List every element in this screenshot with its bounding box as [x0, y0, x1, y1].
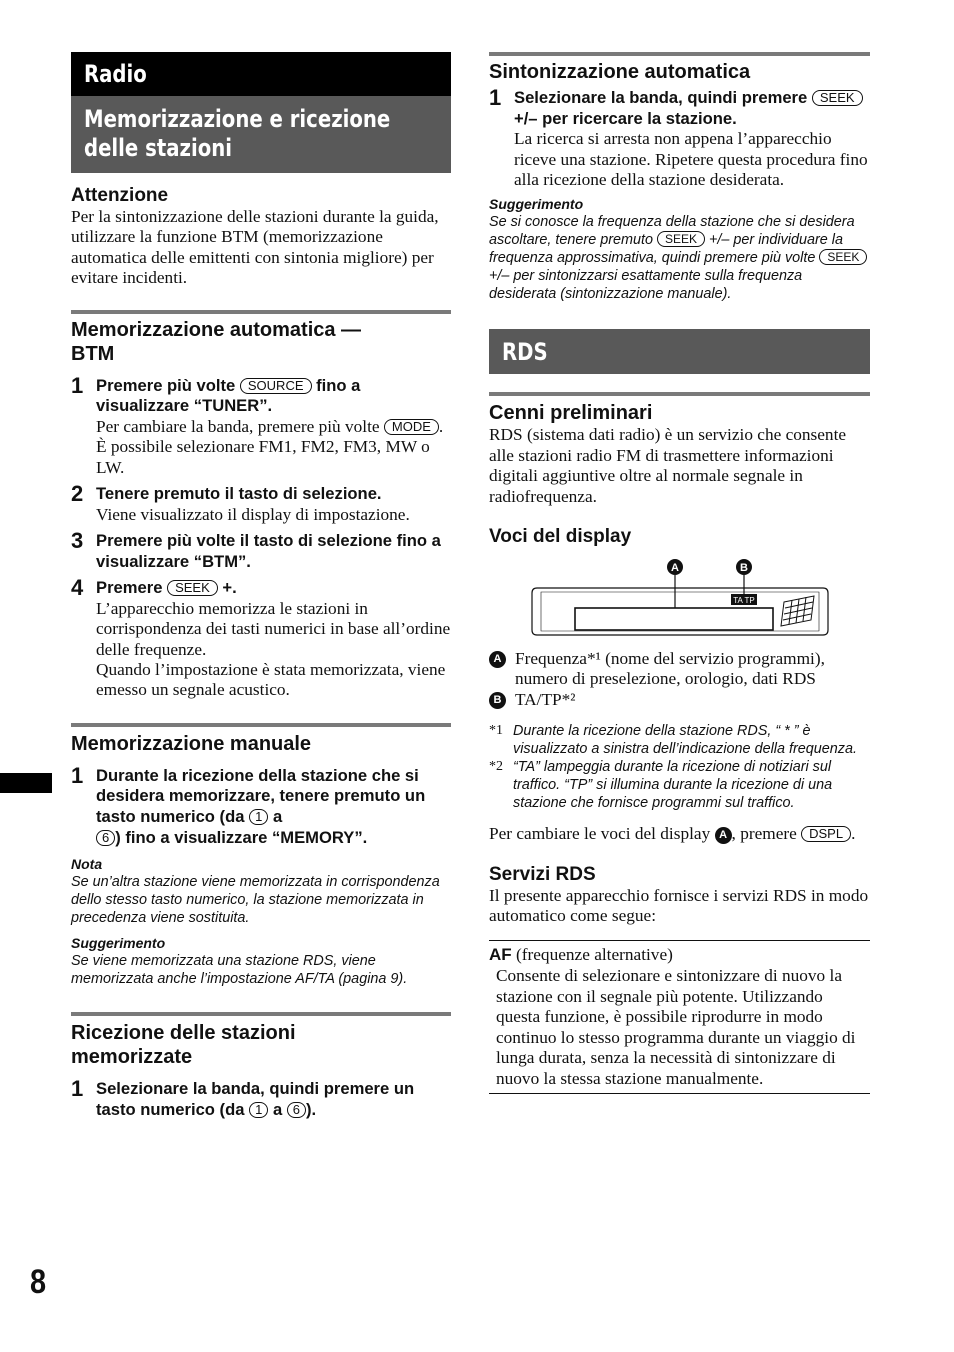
manual-step-1: 1 Durante la ricezione della stazione che si desidera memorizzare, tenere premuto un tasto numerico (da 1 a 6 ) fino a visualizzare “MEMORY”.: [71, 762, 426, 847]
seek-button: SEEK: [812, 90, 863, 106]
manual-tip: Suggerimento Se viene memorizzata una stazione RDS, viene memorizzata anche l’impostazione AF/TA (pagina 9).: [71, 935, 408, 988]
legend-item-a: A Frequenza*¹ (nome del servizio programmi), numero di preselezione, orologio, dati RDS: [489, 649, 870, 690]
btm-step-3: 3 Premere più volte il tasto di selezione fino a visualizzare “BTM”.: [71, 528, 441, 571]
level-meter-graphic: [781, 596, 814, 626]
footnote-2: *2 “TA” lampeggia durante la ricezione di notiziari sul traffico. “TP” si illumina durante la ricezione di una stazione che fornisce programmi sul traffico.: [489, 759, 833, 812]
divider: [71, 1012, 451, 1016]
services-text: Il presente apparecchio fornisce i servizi RDS in modo automatico come segue:: [489, 885, 869, 926]
manual-note: Nota Se un’altra stazione viene memorizzata in corrispondenza dello stesso tasto numerico, la stazione memorizzata in precedenza viene sostituita.: [71, 856, 440, 927]
step-number: 1: [71, 1076, 84, 1102]
caution-block: [71, 185, 451, 289]
seek-button: SEEK: [167, 580, 218, 596]
marker-a-icon: A: [715, 827, 732, 844]
overview-title: Cenni preliminari: [489, 402, 653, 425]
manual-section: [71, 732, 451, 988]
step-number: 3: [71, 528, 84, 554]
footnote-1: *1 Durante la ricezione della stazione RDS, “ * ” è visualizzato a sinistra dell’indicazione della frequenza.: [489, 723, 857, 758]
auto-tuning-section: [489, 60, 870, 303]
af-text: Consente di selezionare e sintonizzare di nuovo la stazione con il segnale più potente. Utilizzando questa funzione, è possibile riprodurre in modo continuo lo stesso programma durante un viaggio di lunga durata, senza la necessità di sintonizzare di nuovo la stessa stazione manualmente.: [496, 966, 856, 1089]
btm-step-4: 4 Premere SEEK +. L’apparecchio memorizza le stazioni in corrispondenza dei tasti numerici in base all’ordine delle frequenze. Quando l’impostazione è stata memorizzata, viene emesso un segnale acustico.: [71, 575, 451, 700]
divider: [71, 723, 451, 727]
preset-1-button: 1: [249, 1102, 268, 1118]
right-column: [489, 52, 870, 1094]
divider: [71, 310, 451, 314]
services-title: Servizi RDS: [489, 863, 596, 885]
af-definition: AF (frequenze alternative) Consente di selezionare e sintonizzare di nuovo la stazione con il segnale più potente. Utilizzando questa funzione, è possibile riprodurre in modo continuo lo stesso programma durante un viaggio di lunga durata, senza la necessità di sintonizzare di nuovo la stessa stazione manualmente.: [489, 940, 870, 1093]
seek-button: SEEK: [819, 249, 867, 265]
display-items-title: Voci del display: [489, 526, 632, 548]
step-number: 1: [71, 762, 84, 788]
btm-section: [71, 318, 451, 701]
recall-section: [71, 1021, 451, 1120]
recall-title: Ricezione delle stazioni memorizzate: [71, 1022, 296, 1069]
ta-tp-text: TA TP: [733, 596, 755, 606]
marker-b-label: B: [740, 562, 748, 575]
af-label: AF: [489, 945, 512, 965]
step-number: 1: [71, 372, 84, 398]
legend-item-b: B TA/TP*²: [489, 690, 870, 710]
btm-step-1: 1 Premere più volte SOURCE fino a visualizzare “TUNER”. Per cambiare la banda, premere più volte MODE . È possibile selezionare FM1, FM2, FM3, MW o LW.: [71, 372, 444, 477]
display-items-section: [489, 526, 870, 845]
overview-section: [489, 401, 870, 507]
mode-button: MODE: [384, 419, 439, 435]
marker-b-icon: B: [489, 692, 506, 709]
divider: [489, 52, 870, 56]
marker-a-label: A: [671, 562, 679, 575]
frequency-field: [575, 608, 773, 630]
display-change-text: Per cambiare le voci del display A , premere DSPL .: [489, 824, 856, 844]
services-section: [489, 864, 870, 1094]
caution-title: Attenzione: [71, 185, 169, 206]
recall-step-1: 1 Selezionare la banda, quindi premere un tasto numerico (da 1 a 6 ).: [71, 1076, 415, 1119]
section-banner: Memorizzazione e ricezione delle stazioni: [71, 96, 451, 173]
marker-a-icon: A: [489, 651, 506, 668]
auto-tuning-tip: Suggerimento Se si conosce la frequenza della stazione che si desidera ascoltare, tenere premuto SEEK +/– per individuare la frequenza approssimativa, quindi premere più volte SEEK +/– per sintonizzarsi esattamente sulla frequenza desiderata (sintonizzazione manuale).: [489, 196, 870, 303]
chapter-tab: [0, 773, 52, 793]
source-button: SOURCE: [240, 378, 312, 394]
radio-banner: Radio: [71, 52, 451, 96]
auto-tuning-title: Sintonizzazione automatica: [489, 61, 751, 83]
preset-6-button: 6: [96, 830, 115, 846]
step-number: 2: [71, 481, 84, 507]
lcd-display-diagram: [489, 556, 870, 644]
seek-button: SEEK: [657, 231, 705, 247]
auto-tuning-step-1: 1 Selezionare la banda, quindi premere SEEK +/– per ricercare la stazione. La ricerca si arresta non appena l’apparecchio riceve una stazione. Ripetere questa procedura fino alla ricezione della stazione desiderata.: [489, 85, 868, 189]
preset-1-button: 1: [249, 809, 268, 825]
caution-text: Per la sintonizzazione delle stazioni durante la guida, utilizzare la funzione BTM (memorizzazione automatica delle emittenti con sintonia migliore) per evitare incidenti.: [71, 207, 439, 288]
btm-step-2: 2 Tenere premuto il tasto di selezione. Viene visualizzato il display di impostazione.: [71, 481, 410, 524]
rds-banner: RDS: [489, 329, 870, 374]
dspl-button: DSPL: [801, 826, 851, 842]
manual-title: Memorizzazione manuale: [71, 732, 312, 755]
step-number: 4: [71, 575, 84, 601]
step-number: 1: [489, 85, 502, 110]
overview-text: RDS (sistema dati radio) è un servizio che consente alle stazioni radio FM di trasmettere informazioni digitali aggiuntive oltre al normale segnale in radiofrequenza.: [489, 425, 847, 506]
left-column: [71, 52, 451, 1120]
preset-6-button: 6: [287, 1102, 306, 1118]
display-illustration: [489, 556, 870, 644]
btm-title: Memorizzazione automatica — BTM: [71, 318, 362, 365]
page-number: 8: [30, 1263, 47, 1301]
divider: [489, 392, 870, 396]
